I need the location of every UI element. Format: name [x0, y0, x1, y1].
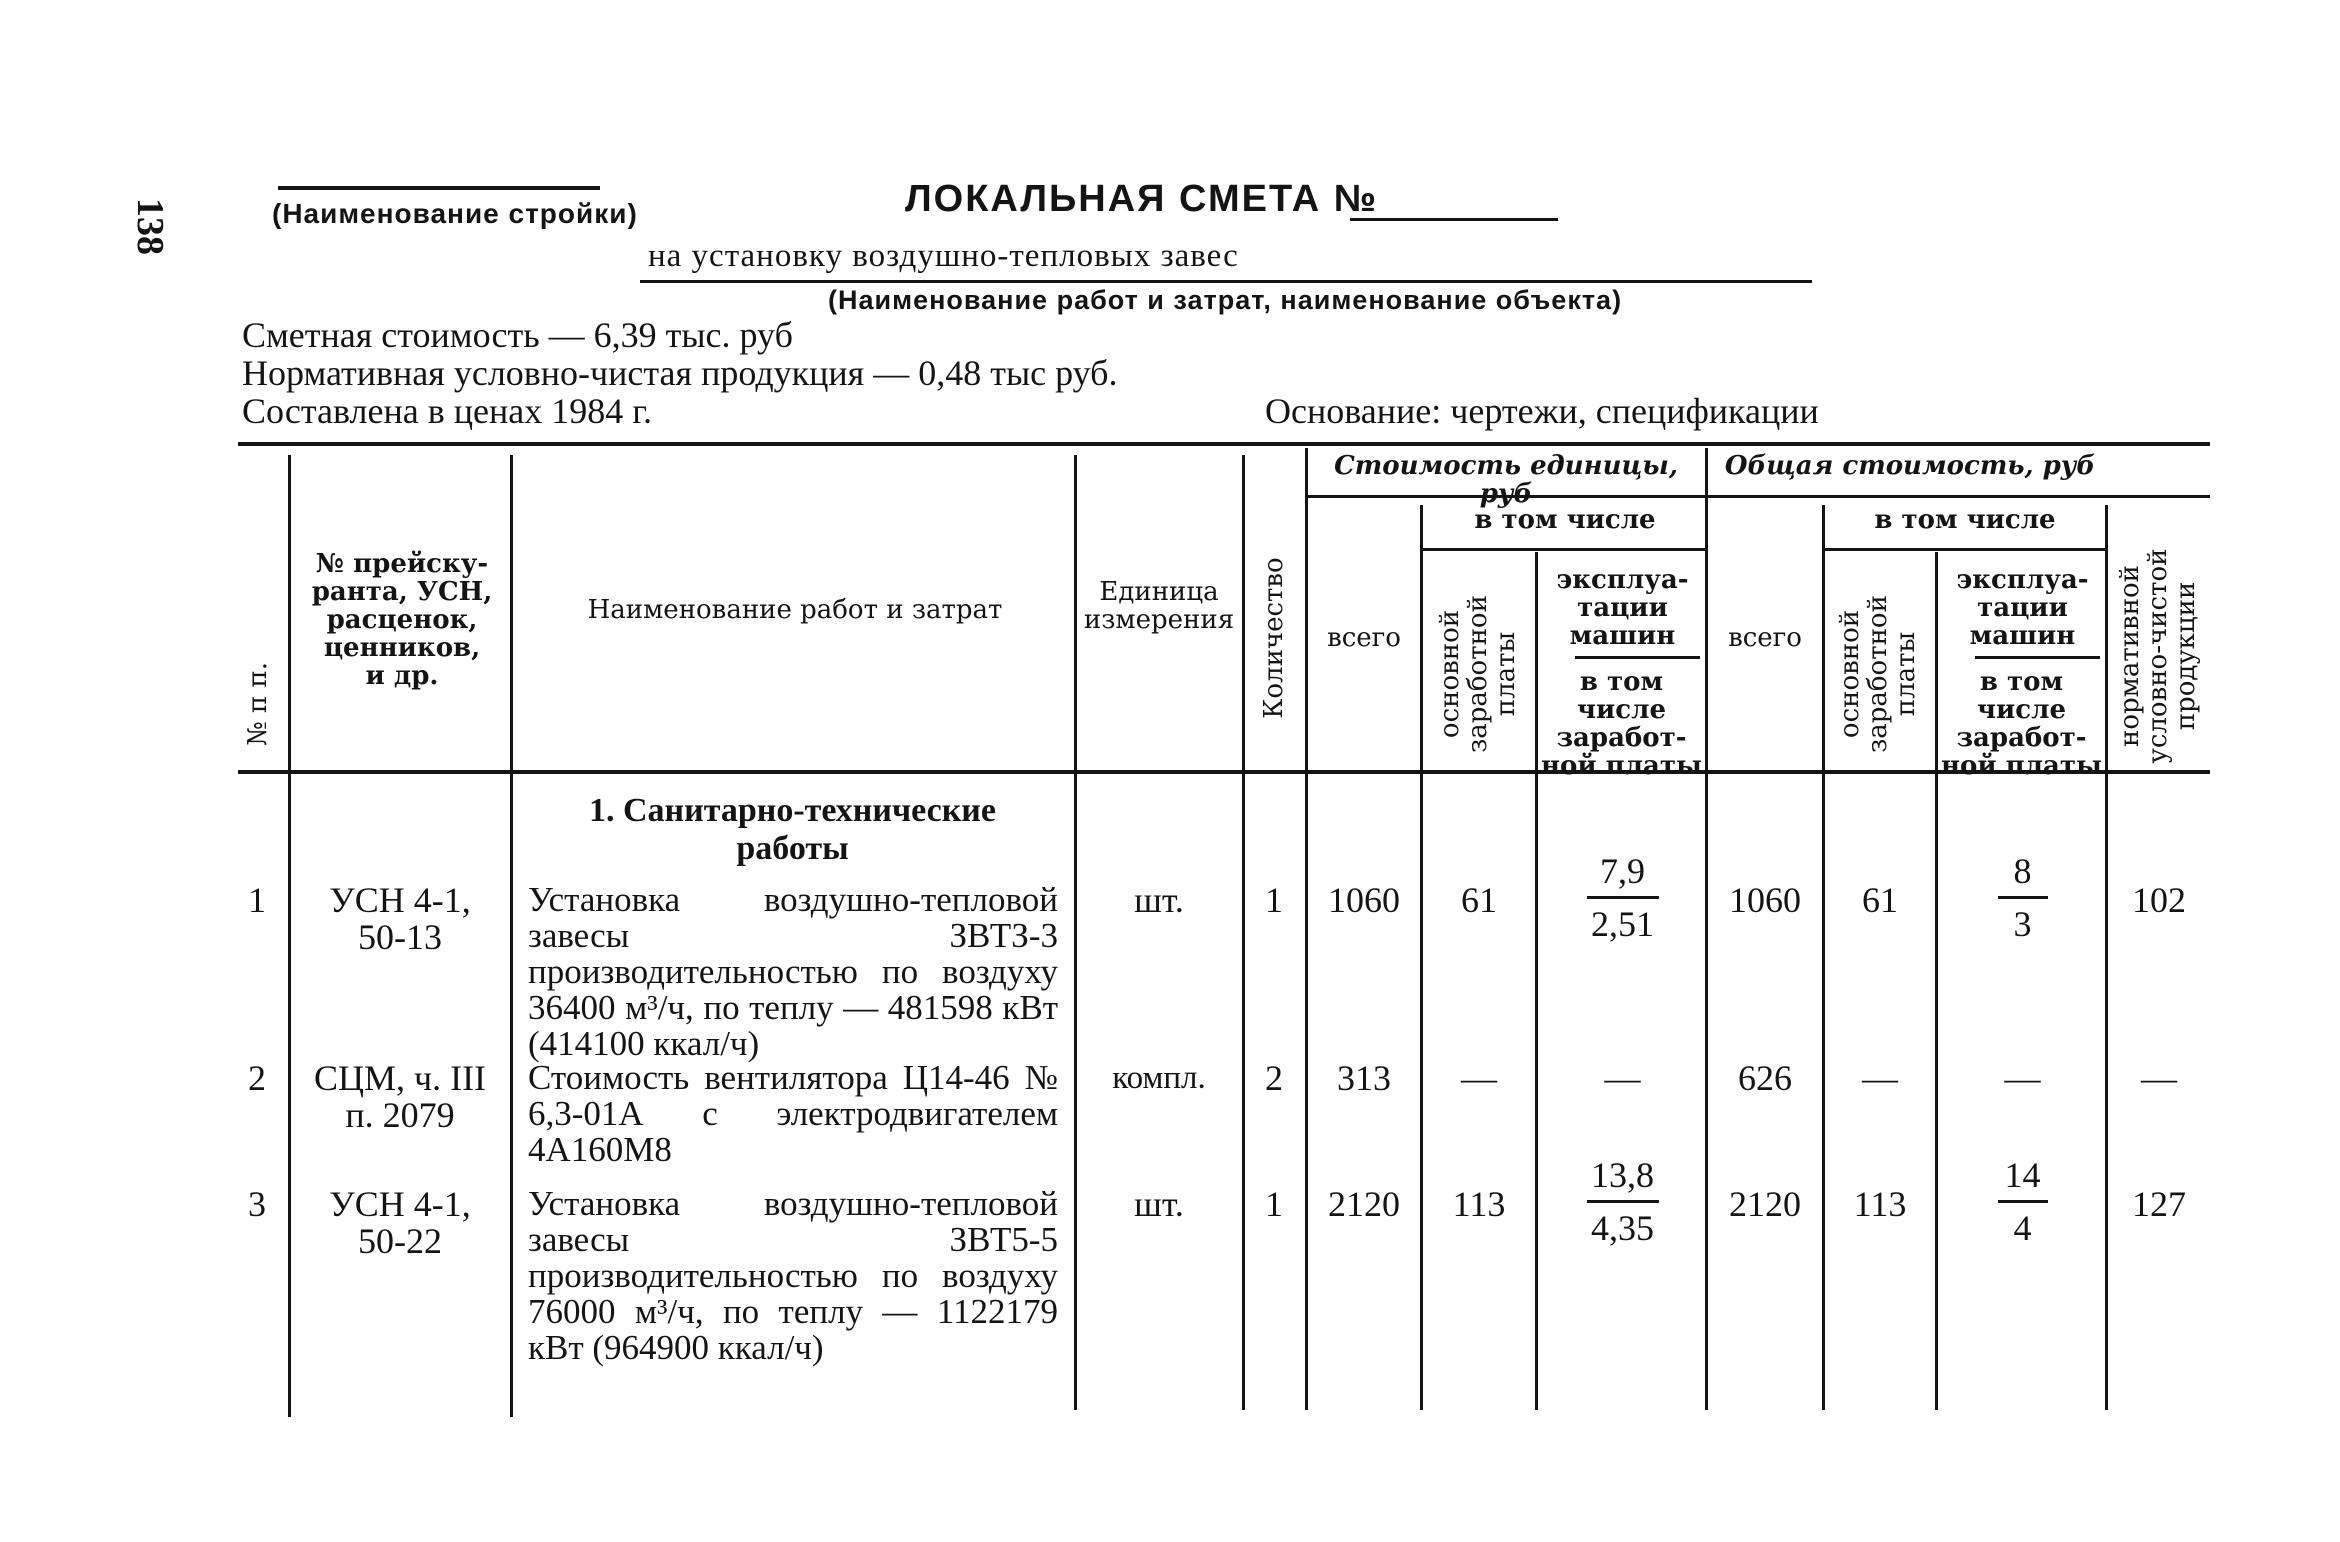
row-total-machines [1940, 1156, 2105, 1247]
row-qty: 2 [1265, 1058, 1283, 1098]
row-unit-wages: — [1461, 1058, 1497, 1098]
header-unit-machine-wages: в том числе заработ- ной платы [1540, 667, 1703, 781]
table-top-rule [238, 442, 2210, 446]
header-quantity: Количество [1259, 557, 1289, 719]
row-num: 3 [248, 1184, 266, 1224]
row-unit-wages: 113 [1452, 1184, 1506, 1224]
row-total-machines: — [2004, 1058, 2041, 1098]
section-title: 1. Санитарно-технические работы [588, 792, 996, 867]
header-total-wages: основной заработной платы [1835, 595, 1921, 753]
row-unit: компл. [1112, 1060, 1206, 1096]
estimate-basis: Основание: чертежи, спецификации [1265, 391, 1819, 431]
row-unit: шт. [1134, 1184, 1184, 1224]
estimated-cost: Сметная стоимость — 6,39 тыс. руб [242, 315, 793, 355]
header-total-cost-group: Общая стоимость, руб [1724, 451, 2096, 481]
header-sep [1822, 548, 2105, 551]
col-sep [2105, 505, 2108, 1410]
row-description: Установка воздушно-тепловой завесы ЗВТЗ-3 производительностью по воздуху 36400 м³/ч, по теплу — 481598 кВт (414100 ккал/ч) [528, 880, 1058, 1063]
subtitle-underline [640, 280, 1812, 283]
document-title: ЛОКАЛЬНАЯ СМЕТА № [905, 178, 1379, 220]
machines-wages-value: 4,35 [1591, 1208, 1654, 1248]
col-sep [1822, 505, 1825, 1410]
construction-name-line [278, 186, 600, 190]
header-price-ref: № прейску- ранта, УСН, расценок, ценников, и др. [311, 549, 493, 691]
row-normative: 127 [2132, 1184, 2186, 1224]
machines-wages-value: 2,51 [1591, 904, 1654, 944]
machines-value: 7,9 [1600, 851, 1645, 891]
row-unit-machines [1540, 852, 1705, 943]
row-ref: УСН 4-1, 50-22 [329, 1184, 471, 1261]
header-total-machine-wages: в том числе заработ- ной платы [1940, 667, 2103, 781]
row-description: Установка воздушно-тепловой завесы ЗВТ5-5 производительностью по воздуху 76000 м³/ч, по теплу — 1122179 кВт (964900 ккал/ч) [528, 1184, 1058, 1367]
header-sep [1575, 656, 1700, 659]
row-ref: УСН 4-1, 50-13 [329, 880, 471, 957]
row-unit-machines: — [1604, 1058, 1641, 1098]
header-incl-total: в том числе [1874, 505, 2056, 535]
header-total-total: всего [1728, 623, 1802, 653]
col-sep [1242, 455, 1245, 1410]
col-sep [1305, 448, 1308, 1410]
header-sep [1975, 656, 2100, 659]
row-num: 2 [248, 1058, 266, 1098]
header-total-machines: эксплуа- тации машин [1956, 565, 2089, 651]
col-sep [1420, 505, 1423, 1410]
row-normative: — [2141, 1058, 2177, 1098]
row-unit-machines [1540, 1156, 1705, 1247]
machines-wages-value: 4 [2013, 1208, 2032, 1248]
header-sep [1420, 548, 1705, 551]
row-ref: СЦМ, ч. III п. 2079 [313, 1058, 487, 1135]
header-incl-unit: в том числе [1474, 505, 1656, 535]
col-sep [510, 455, 513, 1417]
subtitle-caption: (Наименование работ и затрат, наименование объекта) [828, 285, 1623, 315]
machines-wages-value: 3 [2013, 904, 2032, 944]
row-num: 1 [248, 880, 266, 920]
row-total: 1060 [1729, 880, 1801, 920]
row-normative: 102 [2132, 880, 2186, 920]
col-sep [1074, 455, 1077, 1410]
row-unit-total: 2120 [1328, 1184, 1400, 1224]
row-total-wages: — [1862, 1058, 1898, 1098]
row-total-wages: 113 [1853, 1184, 1907, 1224]
row-total: 626 [1738, 1058, 1792, 1098]
row-unit-total: 1060 [1328, 880, 1400, 920]
header-normative-output: нормативной условно-чистой продукции [2115, 548, 2201, 764]
col-sep [1705, 448, 1708, 1410]
fraction-bar [1998, 1200, 2048, 1203]
fraction-bar [1998, 896, 2048, 899]
normative-output: Нормативная условно-чистая продукция — 0,48 тыс руб. [242, 353, 1118, 393]
row-total-machines [1940, 852, 2105, 943]
header-name: Наименование работ и затрат [587, 595, 1003, 625]
fraction-bar [1587, 1200, 1659, 1203]
header-unit: Единица измерения [1083, 577, 1235, 635]
row-qty: 1 [1265, 1184, 1283, 1224]
estimate-number-blank [1350, 218, 1558, 221]
header-unit-wages: основной заработной платы [1435, 595, 1521, 753]
row-description: Стоимость вентилятора Ц14-46 № 6,3-01А с электродвигателем 4А160М8 [528, 1058, 1058, 1169]
price-year: Составлена в ценах 1984 г. [242, 391, 652, 431]
header-unit-total: всего [1327, 623, 1401, 653]
row-unit-wages: 61 [1461, 880, 1497, 920]
header-unit-cost-group: Стоимость единицы, руб [1334, 451, 1678, 509]
fraction-bar [1587, 896, 1659, 899]
machines-value: 13,8 [1591, 1155, 1654, 1195]
row-unit: шт. [1134, 880, 1184, 920]
page-number: 138 [129, 198, 171, 255]
machines-value: 14 [2004, 1155, 2041, 1195]
construction-label: (Наименование стройки) [272, 198, 638, 229]
machines-value: 8 [2013, 851, 2032, 891]
row-total-wages: 61 [1862, 880, 1898, 920]
row-qty: 1 [1265, 880, 1283, 920]
header-num: № п п. [243, 661, 273, 747]
work-subtitle: на установку воздушно-тепловых завес [648, 238, 1239, 274]
row-total: 2120 [1729, 1184, 1801, 1224]
col-sep [288, 455, 291, 1417]
row-unit-total: 313 [1337, 1058, 1391, 1098]
header-unit-machines: эксплуа- тации машин [1556, 565, 1689, 651]
